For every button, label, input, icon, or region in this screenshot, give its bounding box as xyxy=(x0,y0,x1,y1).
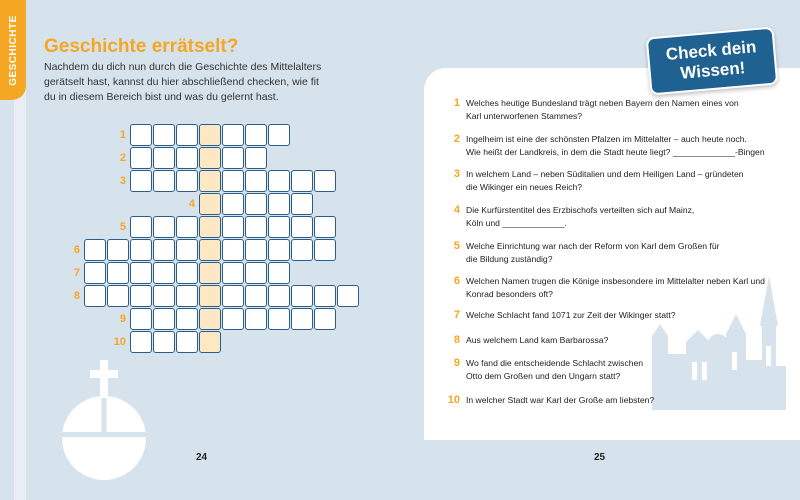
crossword-solution-cell[interactable] xyxy=(199,308,221,330)
crossword-clue-number: 3 xyxy=(119,175,126,187)
crossword-cell[interactable] xyxy=(130,262,152,284)
crossword-cell[interactable] xyxy=(107,285,129,307)
crossword-cell[interactable] xyxy=(153,147,175,169)
page-number-left: 24 xyxy=(196,452,208,463)
question-number: 10 xyxy=(447,394,460,406)
crossword-cell[interactable] xyxy=(176,308,198,330)
crossword-cell[interactable] xyxy=(222,216,244,238)
crossword-cell[interactable] xyxy=(245,308,267,330)
crossword-cell[interactable] xyxy=(130,147,152,169)
crossword-cell[interactable] xyxy=(176,147,198,169)
crossword-cell[interactable] xyxy=(130,170,152,192)
question-text: Welche Schlacht fand 1071 zur Zeit der Wikinger statt? xyxy=(466,310,676,320)
crossword-cell[interactable] xyxy=(291,285,313,307)
question-text: In welchem Land – neben Süditalien und dem Heiligen Land – gründeten die Wikinger ein neues Reich? xyxy=(466,169,744,192)
crossword-cell[interactable] xyxy=(222,124,244,146)
crossword-cell[interactable] xyxy=(314,285,336,307)
crossword-cell[interactable] xyxy=(176,170,198,192)
crossword-cell[interactable] xyxy=(153,170,175,192)
crossword-cell[interactable] xyxy=(153,239,175,261)
question-text: Aus welchem Land kam Barbarossa? xyxy=(466,335,609,345)
crossword-cell[interactable] xyxy=(245,239,267,261)
crossword-cell[interactable] xyxy=(291,239,313,261)
crossword-solution-cell[interactable] xyxy=(199,216,221,238)
page-title: Geschichte errätselt? xyxy=(44,36,239,57)
page-number-right: 25 xyxy=(594,452,606,463)
question-text: Welches heutige Bundesland trägt neben Bayern den Namen eines von Karl unterworfenen Stammes? xyxy=(466,98,739,121)
crossword-cell[interactable] xyxy=(268,239,290,261)
crossword-cell[interactable] xyxy=(222,170,244,192)
crossword-cell[interactable] xyxy=(176,124,198,146)
crossword-solution-cell[interactable] xyxy=(199,193,221,215)
crossword-solution-cell[interactable] xyxy=(199,147,221,169)
crossword-cell[interactable] xyxy=(176,262,198,284)
crossword-cell[interactable] xyxy=(245,285,267,307)
crossword-cell[interactable] xyxy=(245,170,267,192)
chapter-tab-label: GESCHICHTE xyxy=(7,14,19,86)
crossword-solution-cell[interactable] xyxy=(199,285,221,307)
crossword-solution-cell[interactable] xyxy=(199,170,221,192)
crossword-cell[interactable] xyxy=(107,239,129,261)
crossword-cell[interactable] xyxy=(268,193,290,215)
crossword-cell[interactable] xyxy=(245,216,267,238)
crossword-cell[interactable] xyxy=(268,216,290,238)
crossword-cell[interactable] xyxy=(130,239,152,261)
crossword-cell[interactable] xyxy=(153,216,175,238)
crossword-cell[interactable] xyxy=(130,124,152,146)
question-number: 7 xyxy=(453,309,460,321)
imperial-orb-icon xyxy=(58,360,150,480)
crossword-cell[interactable] xyxy=(176,285,198,307)
crossword-cell[interactable] xyxy=(130,308,152,330)
crossword-cell[interactable] xyxy=(130,285,152,307)
crossword-cell[interactable] xyxy=(268,124,290,146)
question-text: Welchen Namen trugen die Könige insbesondere im Mittelalter neben Karl und Konrad besonders oft? xyxy=(466,276,765,299)
crossword-cell[interactable] xyxy=(268,170,290,192)
crossword-cell[interactable] xyxy=(314,216,336,238)
crossword-cell[interactable] xyxy=(222,239,244,261)
crossword-cell[interactable] xyxy=(130,216,152,238)
crossword-cell[interactable] xyxy=(222,285,244,307)
crossword-cell[interactable] xyxy=(153,285,175,307)
crossword-solution-cell[interactable] xyxy=(199,239,221,261)
crossword-cell[interactable] xyxy=(268,262,290,284)
crossword-cell[interactable] xyxy=(245,124,267,146)
crossword-cell[interactable] xyxy=(245,147,267,169)
crossword-cell[interactable] xyxy=(107,262,129,284)
crossword-cell[interactable] xyxy=(84,239,106,261)
crossword-cell[interactable] xyxy=(222,193,244,215)
crossword-cell[interactable] xyxy=(222,308,244,330)
question-number: 5 xyxy=(453,240,460,252)
crossword-cell[interactable] xyxy=(314,170,336,192)
crossword-cell[interactable] xyxy=(291,170,313,192)
crossword-cell[interactable] xyxy=(268,285,290,307)
crossword-clue-number: 6 xyxy=(73,244,80,256)
question-text: Wo fand die entscheidende Schlacht zwischen Otto dem Großen und den Ungarn statt? xyxy=(466,358,644,381)
question-text: Ingelheim ist eine der schönsten Pfalzen im Mittelalter – auch heute noch. Wie heißt der Landkreis, in dem die Stadt heute liegt? _____________-Bingen xyxy=(466,134,765,157)
crossword-cell[interactable] xyxy=(291,193,313,215)
crossword-clue-number: 10 xyxy=(113,336,126,348)
crossword-cell[interactable] xyxy=(176,239,198,261)
crossword-cell[interactable] xyxy=(176,216,198,238)
crossword-cell[interactable] xyxy=(337,285,359,307)
crossword-cell[interactable] xyxy=(176,331,198,353)
check-knowledge-badge xyxy=(646,27,779,96)
question-text: Welche Einrichtung war nach der Reform von Karl dem Großen für die Bildung zuständig? xyxy=(466,241,720,264)
crossword-solution-cell[interactable] xyxy=(199,262,221,284)
crossword-cell[interactable] xyxy=(153,262,175,284)
crossword-cell[interactable] xyxy=(291,308,313,330)
crossword-solution-cell[interactable] xyxy=(199,331,221,353)
question-number: 1 xyxy=(453,97,460,109)
question-number: 8 xyxy=(453,334,460,346)
intro-text: Nachdem du dich nun durch die Geschichte des Mittelalters gerätselt hast, kannst du hier abschließend checken, wie fit du in diesem Bereich bist und was du gelernt hast. xyxy=(44,61,322,103)
crossword-clue-number: 7 xyxy=(73,267,80,279)
crossword-clue-number: 8 xyxy=(73,290,80,302)
crossword-cell[interactable] xyxy=(222,147,244,169)
crossword-cell[interactable] xyxy=(153,124,175,146)
crossword-cell[interactable] xyxy=(314,239,336,261)
crossword-cell[interactable] xyxy=(84,262,106,284)
crossword-clue-number: 1 xyxy=(119,129,126,141)
crossword-cell[interactable] xyxy=(245,193,267,215)
question-number: 4 xyxy=(453,204,460,216)
question-number: 2 xyxy=(453,133,460,145)
crossword-cell[interactable] xyxy=(153,331,175,353)
crossword-cell[interactable] xyxy=(314,308,336,330)
crossword-cell[interactable] xyxy=(245,262,267,284)
crossword-clue-number: 4 xyxy=(188,198,195,210)
crossword-cell[interactable] xyxy=(153,308,175,330)
crossword-clue-number: 9 xyxy=(119,313,126,325)
question-number: 9 xyxy=(453,357,460,369)
badge-label: Check dein Wissen! xyxy=(665,37,758,83)
question-text: In welcher Stadt war Karl der Große am liebsten? xyxy=(466,395,655,405)
crossword-cell[interactable] xyxy=(130,331,152,353)
question-number: 6 xyxy=(453,275,460,287)
crossword-cell[interactable] xyxy=(222,262,244,284)
crossword-cell[interactable] xyxy=(268,308,290,330)
crossword-clue-number: 5 xyxy=(119,221,126,233)
crossword-cell[interactable] xyxy=(291,216,313,238)
crossword-clue-number: 2 xyxy=(119,152,126,164)
crossword-solution-cell[interactable] xyxy=(199,124,221,146)
question-text: Die Kurfürstentitel des Erzbischofs verteilten sich auf Mainz, Köln und _____________. xyxy=(466,205,695,228)
crossword-cell[interactable] xyxy=(84,285,106,307)
question-number: 3 xyxy=(453,168,460,180)
